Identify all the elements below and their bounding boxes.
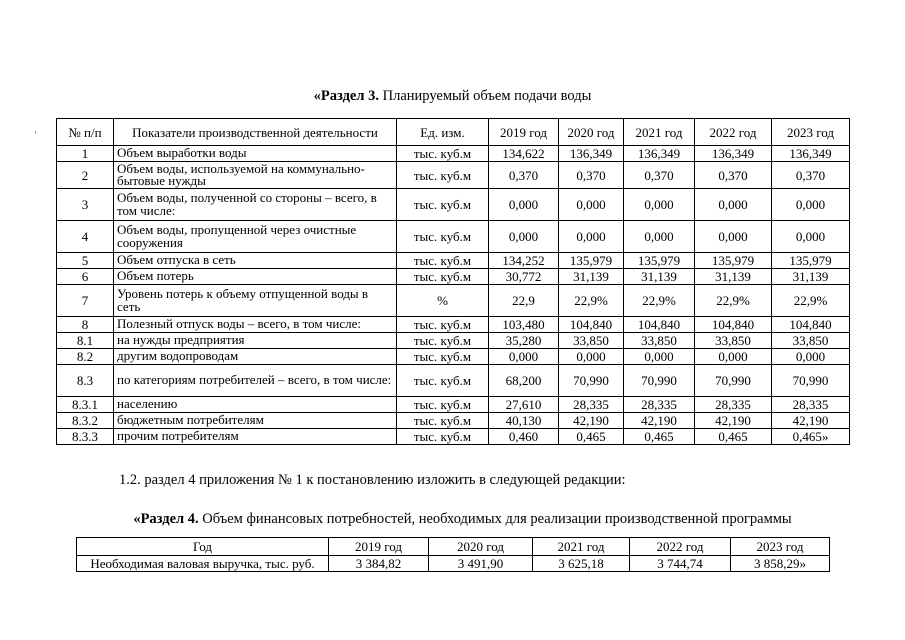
table-row xyxy=(57,333,850,349)
row-2022: 33,850 xyxy=(695,333,772,349)
row-2023: 31,139 xyxy=(772,269,850,285)
row-unit: тыс. куб.м xyxy=(397,397,489,413)
row-2019: 134,622 xyxy=(489,146,559,162)
row-2020: 0,000 xyxy=(559,189,624,221)
row-indicator: Уровень потерь к объему отпущенной воды в сеть xyxy=(114,285,397,317)
table-row xyxy=(57,349,850,365)
fin-value-2019: 3 384,82 xyxy=(329,556,429,572)
row-indicator: прочим потребителям xyxy=(114,429,397,445)
row-2019: 40,130 xyxy=(489,413,559,429)
row-indicator: на нужды предприятия xyxy=(114,333,397,349)
row-2020: 136,349 xyxy=(559,146,624,162)
financial-needs-table xyxy=(76,537,830,572)
row-2022: 0,000 xyxy=(695,349,772,365)
row-num: 8.3.2 xyxy=(57,413,114,429)
row-2019: 27,610 xyxy=(489,397,559,413)
row-2023: 0,000 xyxy=(772,189,850,221)
row-2020: 28,335 xyxy=(559,397,624,413)
row-indicator: другим водопроводам xyxy=(114,349,397,365)
financial-header-row xyxy=(77,538,830,556)
row-2021: 22,9% xyxy=(624,285,695,317)
row-indicator: Объем воды, используемой на коммунально-бытовые нужды xyxy=(114,162,397,189)
row-2020: 135,979 xyxy=(559,253,624,269)
fin-header-2020: 2020 год xyxy=(429,538,533,556)
financial-data-row xyxy=(77,556,830,572)
row-2023: 0,000 xyxy=(772,349,850,365)
row-2020: 22,9% xyxy=(559,285,624,317)
row-2019: 22,9 xyxy=(489,285,559,317)
row-unit: тыс. куб.м xyxy=(397,349,489,365)
table-row xyxy=(57,189,850,221)
section-4-title-bold: «Раздел 4. xyxy=(133,511,199,527)
row-indicator: населению xyxy=(114,397,397,413)
row-2020: 0,000 xyxy=(559,221,624,253)
row-2023: 70,990 xyxy=(772,365,850,397)
row-2023: 42,190 xyxy=(772,413,850,429)
row-indicator: Объем выработки воды xyxy=(114,146,397,162)
row-indicator: по категориям потребителей – всего, в том числе: xyxy=(114,365,397,397)
table-row xyxy=(57,317,850,333)
header-num: № п/п xyxy=(57,119,114,146)
table-row xyxy=(57,269,850,285)
row-2020: 42,190 xyxy=(559,413,624,429)
row-2020: 70,990 xyxy=(559,365,624,397)
row-2022: 42,190 xyxy=(695,413,772,429)
row-num: 1 xyxy=(57,146,114,162)
row-num: 8.3.3 xyxy=(57,429,114,445)
table-row xyxy=(57,221,850,253)
row-2021: 28,335 xyxy=(624,397,695,413)
row-2023: 0,000 xyxy=(772,221,850,253)
header-2020: 2020 год xyxy=(559,119,624,146)
table-row xyxy=(57,397,850,413)
header-unit: Ед. изм. xyxy=(397,119,489,146)
table-row xyxy=(57,253,850,269)
row-2022: 0,370 xyxy=(695,162,772,189)
row-indicator: Объем отпуска в сеть xyxy=(114,253,397,269)
row-num: 2 xyxy=(57,162,114,189)
table-row xyxy=(57,413,850,429)
header-2023: 2023 год xyxy=(772,119,850,146)
row-2019: 134,252 xyxy=(489,253,559,269)
row-2022: 22,9% xyxy=(695,285,772,317)
row-2019: 0,000 xyxy=(489,189,559,221)
amendment-paragraph: 1.2. раздел 4 приложения № 1 к постановлению изложить в следующей редакции: xyxy=(119,472,626,488)
row-indicator: Полезный отпуск воды – всего, в том числе: xyxy=(114,317,397,333)
header-indicator: Показатели производственной деятельности xyxy=(114,119,397,146)
section-3-title-text: Планируемый объем подачи воды xyxy=(378,88,592,104)
row-num: 7 xyxy=(57,285,114,317)
row-2022: 0,465 xyxy=(695,429,772,445)
section-4-title xyxy=(20,511,905,528)
row-2023: 136,349 xyxy=(772,146,850,162)
row-2022: 0,000 xyxy=(695,221,772,253)
row-2023: 104,840 xyxy=(772,317,850,333)
row-2022: 104,840 xyxy=(695,317,772,333)
row-2022: 31,139 xyxy=(695,269,772,285)
margin-mark: ʽ xyxy=(34,130,37,140)
row-2023: 135,979 xyxy=(772,253,850,269)
row-2022: 28,335 xyxy=(695,397,772,413)
row-2019: 0,370 xyxy=(489,162,559,189)
row-unit: тыс. куб.м xyxy=(397,365,489,397)
row-num: 4 xyxy=(57,221,114,253)
row-unit: тыс. куб.м xyxy=(397,429,489,445)
row-unit: тыс. куб.м xyxy=(397,162,489,189)
row-unit: тыс. куб.м xyxy=(397,269,489,285)
row-2021: 70,990 xyxy=(624,365,695,397)
row-2022: 136,349 xyxy=(695,146,772,162)
water-supply-header-row xyxy=(57,119,850,146)
row-2022: 0,000 xyxy=(695,189,772,221)
table-row xyxy=(57,365,850,397)
row-indicator: бюджетным потребителям xyxy=(114,413,397,429)
row-2022: 70,990 xyxy=(695,365,772,397)
fin-value-2021: 3 625,18 xyxy=(533,556,630,572)
row-2019: 0,000 xyxy=(489,349,559,365)
header-2021: 2021 год xyxy=(624,119,695,146)
row-2021: 0,370 xyxy=(624,162,695,189)
fin-header-2023: 2023 год xyxy=(731,538,830,556)
row-2021: 31,139 xyxy=(624,269,695,285)
row-2023: 22,9% xyxy=(772,285,850,317)
row-unit: тыс. куб.м xyxy=(397,221,489,253)
fin-header-year: Год xyxy=(77,538,329,556)
row-2019: 30,772 xyxy=(489,269,559,285)
row-num: 6 xyxy=(57,269,114,285)
header-2019: 2019 год xyxy=(489,119,559,146)
row-2019: 103,480 xyxy=(489,317,559,333)
row-unit: % xyxy=(397,285,489,317)
fin-value-2022: 3 744,74 xyxy=(630,556,731,572)
row-2020: 31,139 xyxy=(559,269,624,285)
row-2020: 0,000 xyxy=(559,349,624,365)
row-indicator: Объем воды, полученной со стороны – всего, в том числе: xyxy=(114,189,397,221)
row-num: 8.2 xyxy=(57,349,114,365)
row-2019: 68,200 xyxy=(489,365,559,397)
row-2021: 33,850 xyxy=(624,333,695,349)
row-2023: 28,335 xyxy=(772,397,850,413)
row-2021: 136,349 xyxy=(624,146,695,162)
row-num: 3 xyxy=(57,189,114,221)
table-row xyxy=(57,146,850,162)
water-supply-table xyxy=(56,118,850,445)
row-num: 5 xyxy=(57,253,114,269)
row-num: 8 xyxy=(57,317,114,333)
row-2021: 0,000 xyxy=(624,189,695,221)
row-unit: тыс. куб.м xyxy=(397,189,489,221)
row-num: 8.3 xyxy=(57,365,114,397)
section-4-title-text: Объем финансовых потребностей, необходимых для реализации производственной программы xyxy=(198,511,792,527)
row-unit: тыс. куб.м xyxy=(397,317,489,333)
row-num: 8.3.1 xyxy=(57,397,114,413)
row-2019: 0,000 xyxy=(489,221,559,253)
row-2020: 104,840 xyxy=(559,317,624,333)
fin-header-2021: 2021 год xyxy=(533,538,630,556)
row-2019: 0,460 xyxy=(489,429,559,445)
row-2023: 0,465» xyxy=(772,429,850,445)
row-unit: тыс. куб.м xyxy=(397,333,489,349)
table-row xyxy=(57,429,850,445)
row-unit: тыс. куб.м xyxy=(397,413,489,429)
row-2020: 33,850 xyxy=(559,333,624,349)
row-2021: 0,465 xyxy=(624,429,695,445)
fin-header-2022: 2022 год xyxy=(630,538,731,556)
row-2020: 0,370 xyxy=(559,162,624,189)
row-unit: тыс. куб.м xyxy=(397,253,489,269)
table-row xyxy=(57,162,850,189)
row-2020: 0,465 xyxy=(559,429,624,445)
section-3-title-bold: «Раздел 3. xyxy=(313,88,379,104)
row-2022: 135,979 xyxy=(695,253,772,269)
row-indicator: Объем воды, пропущенной через очистные сооружения xyxy=(114,221,397,253)
row-2021: 42,190 xyxy=(624,413,695,429)
row-2021: 0,000 xyxy=(624,349,695,365)
fin-value-2020: 3 491,90 xyxy=(429,556,533,572)
section-3-title xyxy=(0,88,905,105)
row-2023: 33,850 xyxy=(772,333,850,349)
row-indicator: Объем потерь xyxy=(114,269,397,285)
fin-header-2019: 2019 год xyxy=(329,538,429,556)
fin-row-label: Необходимая валовая выручка, тыс. руб. xyxy=(77,556,329,572)
header-2022: 2022 год xyxy=(695,119,772,146)
row-num: 8.1 xyxy=(57,333,114,349)
row-2021: 135,979 xyxy=(624,253,695,269)
row-2021: 0,000 xyxy=(624,221,695,253)
row-2019: 35,280 xyxy=(489,333,559,349)
row-2023: 0,370 xyxy=(772,162,850,189)
row-2021: 104,840 xyxy=(624,317,695,333)
table-row xyxy=(57,285,850,317)
row-unit: тыс. куб.м xyxy=(397,146,489,162)
fin-value-2023: 3 858,29» xyxy=(731,556,830,572)
